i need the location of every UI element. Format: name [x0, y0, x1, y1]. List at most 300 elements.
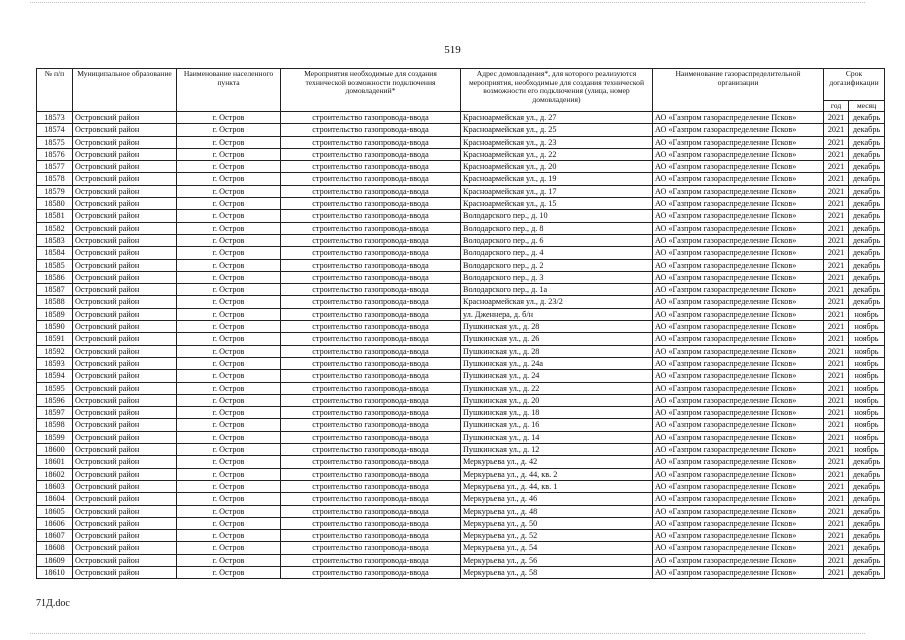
cell-num: 18601: [37, 456, 73, 468]
cell-municipality: Островский район: [73, 284, 177, 296]
cell-settlement: г. Остров: [177, 148, 281, 160]
cell-num: 18594: [37, 370, 73, 382]
table-row: [37, 185, 885, 197]
cell-measure: строительство газопровода-ввода: [281, 493, 461, 505]
cell-address: Володарского пер., д. 6: [461, 234, 653, 246]
cell-year: 2021: [824, 542, 849, 554]
cell-month: ноябрь: [849, 382, 885, 394]
table-row: [37, 198, 885, 210]
cell-organization: АО «Газпром газораспределение Псков»: [653, 382, 824, 394]
cell-organization: АО «Газпром газораспределение Псков»: [653, 161, 824, 173]
table-row: [37, 210, 885, 222]
cell-month: декабрь: [849, 505, 885, 517]
cell-num: 18598: [37, 419, 73, 431]
cell-year: 2021: [824, 296, 849, 308]
header-month: месяц: [849, 101, 885, 112]
cell-address: Пушкинская ул., д. 18: [461, 407, 653, 419]
cell-municipality: Островский район: [73, 468, 177, 480]
cell-year: 2021: [824, 345, 849, 357]
cell-municipality: Островский район: [73, 370, 177, 382]
header-municipality: Муниципальное образование: [73, 69, 177, 112]
cell-year: 2021: [824, 124, 849, 136]
cell-month: ноябрь: [849, 419, 885, 431]
table-row: [37, 468, 885, 480]
cell-num: 18583: [37, 234, 73, 246]
cell-measure: строительство газопровода-ввода: [281, 308, 461, 320]
header-term: Срок догазификации: [824, 69, 885, 101]
cell-num: 18582: [37, 222, 73, 234]
cell-settlement: г. Остров: [177, 419, 281, 431]
cell-organization: АО «Газпром газораспределение Псков»: [653, 148, 824, 160]
cell-num: 18581: [37, 210, 73, 222]
cell-measure: строительство газопровода-ввода: [281, 271, 461, 283]
table-row: [37, 308, 885, 320]
cell-measure: строительство газопровода-ввода: [281, 259, 461, 271]
cell-address: Пушкинская ул., д. 28: [461, 321, 653, 333]
cell-num: 18586: [37, 271, 73, 283]
cell-num: 18607: [37, 530, 73, 542]
cell-year: 2021: [824, 136, 849, 148]
cell-organization: АО «Газпром газораспределение Псков»: [653, 321, 824, 333]
cell-municipality: Островский район: [73, 382, 177, 394]
cell-month: декабрь: [849, 566, 885, 578]
cell-num: 18604: [37, 493, 73, 505]
cell-address: Меркурьева ул., д. 50: [461, 517, 653, 529]
cell-year: 2021: [824, 419, 849, 431]
cell-month: декабрь: [849, 148, 885, 160]
cell-month: декабрь: [849, 112, 885, 124]
table-row: [37, 554, 885, 566]
cell-municipality: Островский район: [73, 198, 177, 210]
cell-num: 18573: [37, 112, 73, 124]
cell-measure: строительство газопровода-ввода: [281, 148, 461, 160]
cell-settlement: г. Остров: [177, 566, 281, 578]
cell-settlement: г. Остров: [177, 517, 281, 529]
header-year: год: [824, 101, 849, 112]
cell-organization: АО «Газпром газораспределение Псков»: [653, 468, 824, 480]
cell-month: декабрь: [849, 296, 885, 308]
cell-settlement: г. Остров: [177, 382, 281, 394]
cell-measure: строительство газопровода-ввода: [281, 210, 461, 222]
cell-month: ноябрь: [849, 431, 885, 443]
cell-num: 18590: [37, 321, 73, 333]
cell-organization: АО «Газпром газораспределение Псков»: [653, 345, 824, 357]
cell-address: Пушкинская ул., д. 20: [461, 394, 653, 406]
table-row: [37, 284, 885, 296]
cell-month: ноябрь: [849, 444, 885, 456]
cell-organization: АО «Газпром газораспределение Псков»: [653, 284, 824, 296]
cell-address: Красноармейская ул., д. 25: [461, 124, 653, 136]
cell-settlement: г. Остров: [177, 112, 281, 124]
cell-settlement: г. Остров: [177, 210, 281, 222]
cell-municipality: Островский район: [73, 333, 177, 345]
cell-year: 2021: [824, 271, 849, 283]
cell-settlement: г. Остров: [177, 394, 281, 406]
cell-year: 2021: [824, 222, 849, 234]
cell-settlement: г. Остров: [177, 333, 281, 345]
cell-num: 18602: [37, 468, 73, 480]
cell-settlement: г. Остров: [177, 185, 281, 197]
table-row: [37, 505, 885, 517]
cell-settlement: г. Остров: [177, 124, 281, 136]
cell-settlement: г. Остров: [177, 161, 281, 173]
cell-month: ноябрь: [849, 308, 885, 320]
cell-settlement: г. Остров: [177, 480, 281, 492]
cell-measure: строительство газопровода-ввода: [281, 124, 461, 136]
table-row: [37, 148, 885, 160]
cell-address: Красноармейская ул., д. 19: [461, 173, 653, 185]
cell-num: 18599: [37, 431, 73, 443]
cell-organization: АО «Газпром газораспределение Псков»: [653, 456, 824, 468]
cell-year: 2021: [824, 198, 849, 210]
cell-measure: строительство газопровода-ввода: [281, 468, 461, 480]
cell-settlement: г. Остров: [177, 296, 281, 308]
cell-address: Меркурьева ул., д. 42: [461, 456, 653, 468]
cell-year: 2021: [824, 161, 849, 173]
table-row: [37, 173, 885, 185]
cell-year: 2021: [824, 148, 849, 160]
cell-address: Меркурьева ул., д. 52: [461, 530, 653, 542]
cell-month: декабрь: [849, 530, 885, 542]
cell-municipality: Островский район: [73, 148, 177, 160]
cell-month: декабрь: [849, 210, 885, 222]
cell-municipality: Островский район: [73, 271, 177, 283]
cell-month: ноябрь: [849, 357, 885, 369]
cell-measure: строительство газопровода-ввода: [281, 234, 461, 246]
cell-settlement: г. Остров: [177, 284, 281, 296]
cell-measure: строительство газопровода-ввода: [281, 345, 461, 357]
cell-num: 18609: [37, 554, 73, 566]
cell-municipality: Островский район: [73, 517, 177, 529]
cell-month: декабрь: [849, 234, 885, 246]
cell-address: Меркурьева ул., д. 58: [461, 566, 653, 578]
cell-municipality: Островский район: [73, 480, 177, 492]
cell-address: Красноармейская ул., д. 17: [461, 185, 653, 197]
cell-organization: АО «Газпром газораспределение Псков»: [653, 173, 824, 185]
cell-measure: строительство газопровода-ввода: [281, 566, 461, 578]
cell-month: декабрь: [849, 542, 885, 554]
cell-month: декабрь: [849, 517, 885, 529]
cell-measure: строительство газопровода-ввода: [281, 480, 461, 492]
cell-measure: строительство газопровода-ввода: [281, 136, 461, 148]
cell-organization: АО «Газпром газораспределение Псков»: [653, 554, 824, 566]
header-settlement: Наименование населенного пункта: [177, 69, 281, 112]
cell-measure: строительство газопровода-ввода: [281, 333, 461, 345]
cell-measure: строительство газопровода-ввода: [281, 198, 461, 210]
cell-month: ноябрь: [849, 394, 885, 406]
cell-organization: АО «Газпром газораспределение Псков»: [653, 271, 824, 283]
cell-address: Володарского пер., д. 8: [461, 222, 653, 234]
cell-year: 2021: [824, 284, 849, 296]
table-row: [37, 530, 885, 542]
header-num: № п/п: [37, 69, 73, 112]
cell-month: ноябрь: [849, 333, 885, 345]
cell-num: 18593: [37, 357, 73, 369]
cell-month: ноябрь: [849, 370, 885, 382]
cell-year: 2021: [824, 321, 849, 333]
cell-measure: строительство газопровода-ввода: [281, 382, 461, 394]
table-row: [37, 271, 885, 283]
cell-organization: АО «Газпром газораспределение Псков»: [653, 566, 824, 578]
cell-organization: АО «Газпром газораспределение Псков»: [653, 259, 824, 271]
table-row: [37, 333, 885, 345]
cell-address: Володарского пер., д. 4: [461, 247, 653, 259]
cell-municipality: Островский район: [73, 234, 177, 246]
cell-address: Меркурьева ул., д. 44, кв. 2: [461, 468, 653, 480]
cell-num: 18591: [37, 333, 73, 345]
cell-measure: строительство газопровода-ввода: [281, 554, 461, 566]
table-row: [37, 566, 885, 578]
cell-address: Володарского пер., д. 2: [461, 259, 653, 271]
cell-settlement: г. Остров: [177, 505, 281, 517]
cell-year: 2021: [824, 308, 849, 320]
cell-organization: АО «Газпром газораспределение Псков»: [653, 210, 824, 222]
cell-municipality: Островский район: [73, 542, 177, 554]
cell-month: декабрь: [849, 284, 885, 296]
cell-num: 18610: [37, 566, 73, 578]
cell-address: Пушкинская ул., д. 28: [461, 345, 653, 357]
cell-settlement: г. Остров: [177, 407, 281, 419]
cell-settlement: г. Остров: [177, 173, 281, 185]
cell-measure: строительство газопровода-ввода: [281, 370, 461, 382]
cell-settlement: г. Остров: [177, 247, 281, 259]
cell-address: ул. Дженнера, д. б/н: [461, 308, 653, 320]
cell-address: Пушкинская ул., д. 22: [461, 382, 653, 394]
cell-year: 2021: [824, 210, 849, 222]
cell-municipality: Островский район: [73, 394, 177, 406]
cell-measure: строительство газопровода-ввода: [281, 112, 461, 124]
cell-organization: АО «Газпром газораспределение Псков»: [653, 370, 824, 382]
cell-municipality: Островский район: [73, 566, 177, 578]
cell-organization: АО «Газпром газораспределение Псков»: [653, 296, 824, 308]
table-row: [37, 357, 885, 369]
cell-organization: АО «Газпром газораспределение Псков»: [653, 112, 824, 124]
cell-address: Меркурьева ул., д. 48: [461, 505, 653, 517]
cell-municipality: Островский район: [73, 161, 177, 173]
cell-year: 2021: [824, 357, 849, 369]
table-row: [37, 407, 885, 419]
cell-measure: строительство газопровода-ввода: [281, 530, 461, 542]
cell-year: 2021: [824, 234, 849, 246]
cell-settlement: г. Остров: [177, 554, 281, 566]
table-body: [37, 112, 885, 579]
cell-month: декабрь: [849, 136, 885, 148]
cell-num: 18608: [37, 542, 73, 554]
cell-month: декабрь: [849, 185, 885, 197]
cell-year: 2021: [824, 394, 849, 406]
table-row: [37, 394, 885, 406]
cell-address: Меркурьева ул., д. 54: [461, 542, 653, 554]
cell-measure: строительство газопровода-ввода: [281, 357, 461, 369]
cell-organization: АО «Газпром газораспределение Псков»: [653, 542, 824, 554]
cell-municipality: Островский район: [73, 493, 177, 505]
cell-municipality: Островский район: [73, 296, 177, 308]
cell-municipality: Островский район: [73, 554, 177, 566]
cell-num: 18603: [37, 480, 73, 492]
cell-month: декабрь: [849, 173, 885, 185]
cell-organization: АО «Газпром газораспределение Псков»: [653, 357, 824, 369]
cell-num: 18575: [37, 136, 73, 148]
cell-year: 2021: [824, 566, 849, 578]
cell-organization: АО «Газпром газораспределение Псков»: [653, 394, 824, 406]
table-row: [37, 370, 885, 382]
cell-settlement: г. Остров: [177, 321, 281, 333]
cell-organization: АО «Газпром газораспределение Псков»: [653, 247, 824, 259]
cell-settlement: г. Остров: [177, 345, 281, 357]
table-row: [37, 234, 885, 246]
cell-organization: АО «Газпром газораспределение Псков»: [653, 234, 824, 246]
table-row: [37, 112, 885, 124]
cell-measure: строительство газопровода-ввода: [281, 394, 461, 406]
cell-measure: строительство газопровода-ввода: [281, 247, 461, 259]
cell-num: 18589: [37, 308, 73, 320]
cell-settlement: г. Остров: [177, 468, 281, 480]
cell-measure: строительство газопровода-ввода: [281, 222, 461, 234]
cell-settlement: г. Остров: [177, 456, 281, 468]
cell-municipality: Островский район: [73, 136, 177, 148]
cell-num: 18579: [37, 185, 73, 197]
cell-address: Володарского пер., д. 1а: [461, 284, 653, 296]
cell-year: 2021: [824, 112, 849, 124]
cell-municipality: Островский район: [73, 345, 177, 357]
cell-organization: АО «Газпром газораспределение Псков»: [653, 419, 824, 431]
cell-address: Пушкинская ул., д. 12: [461, 444, 653, 456]
cell-measure: строительство газопровода-ввода: [281, 456, 461, 468]
cell-num: 18595: [37, 382, 73, 394]
table-row: [37, 161, 885, 173]
cell-settlement: г. Остров: [177, 431, 281, 443]
cell-address: Красноармейская ул., д. 27: [461, 112, 653, 124]
cell-municipality: Островский район: [73, 505, 177, 517]
cell-measure: строительство газопровода-ввода: [281, 161, 461, 173]
cell-organization: АО «Газпром газораспределение Псков»: [653, 505, 824, 517]
cell-settlement: г. Остров: [177, 444, 281, 456]
table-row: [37, 493, 885, 505]
cell-year: 2021: [824, 517, 849, 529]
cell-year: 2021: [824, 554, 849, 566]
cell-measure: строительство газопровода-ввода: [281, 517, 461, 529]
cell-num: 18600: [37, 444, 73, 456]
cell-address: Пушкинская ул., д. 16: [461, 419, 653, 431]
cell-organization: АО «Газпром газораспределение Псков»: [653, 198, 824, 210]
cell-year: 2021: [824, 173, 849, 185]
cell-year: 2021: [824, 370, 849, 382]
table-row: [37, 259, 885, 271]
table-row: [37, 296, 885, 308]
table-row: [37, 382, 885, 394]
cell-year: 2021: [824, 247, 849, 259]
cell-settlement: г. Остров: [177, 271, 281, 283]
cell-num: 18587: [37, 284, 73, 296]
table-row: [37, 247, 885, 259]
cell-year: 2021: [824, 185, 849, 197]
cell-municipality: Островский район: [73, 124, 177, 136]
cell-measure: строительство газопровода-ввода: [281, 444, 461, 456]
cell-measure: строительство газопровода-ввода: [281, 431, 461, 443]
cell-num: 18605: [37, 505, 73, 517]
cell-year: 2021: [824, 493, 849, 505]
cell-municipality: Островский район: [73, 530, 177, 542]
cell-address: Красноармейская ул., д. 22: [461, 148, 653, 160]
cell-organization: АО «Газпром газораспределение Псков»: [653, 480, 824, 492]
cell-year: 2021: [824, 468, 849, 480]
cell-measure: строительство газопровода-ввода: [281, 419, 461, 431]
table-row: [37, 321, 885, 333]
cell-address: Пушкинская ул., д. 26: [461, 333, 653, 345]
cell-num: 18597: [37, 407, 73, 419]
cell-settlement: г. Остров: [177, 357, 281, 369]
cell-month: декабрь: [849, 259, 885, 271]
cell-organization: АО «Газпром газораспределение Псков»: [653, 444, 824, 456]
cell-month: ноябрь: [849, 345, 885, 357]
cell-municipality: Островский район: [73, 185, 177, 197]
cell-year: 2021: [824, 444, 849, 456]
cell-settlement: г. Остров: [177, 370, 281, 382]
cell-month: декабрь: [849, 161, 885, 173]
table-row: [37, 456, 885, 468]
cell-organization: АО «Газпром газораспределение Псков»: [653, 333, 824, 345]
cell-municipality: Островский район: [73, 210, 177, 222]
cell-settlement: г. Остров: [177, 542, 281, 554]
cell-address: Пушкинская ул., д. 14: [461, 431, 653, 443]
cell-num: 18606: [37, 517, 73, 529]
cell-num: 18585: [37, 259, 73, 271]
cell-measure: строительство газопровода-ввода: [281, 185, 461, 197]
cell-year: 2021: [824, 407, 849, 419]
cell-address: Меркурьева ул., д. 44, кв. 1: [461, 480, 653, 492]
cell-municipality: Островский район: [73, 456, 177, 468]
cell-settlement: г. Остров: [177, 136, 281, 148]
cell-organization: АО «Газпром газораспределение Псков»: [653, 517, 824, 529]
cell-num: 18584: [37, 247, 73, 259]
cell-year: 2021: [824, 456, 849, 468]
cell-month: декабрь: [849, 480, 885, 492]
gasification-table: [36, 68, 885, 579]
cell-measure: строительство газопровода-ввода: [281, 296, 461, 308]
cell-municipality: Островский район: [73, 419, 177, 431]
cell-organization: АО «Газпром газораспределение Псков»: [653, 308, 824, 320]
cell-measure: строительство газопровода-ввода: [281, 505, 461, 517]
scan-edge-bottom: [30, 633, 865, 634]
cell-month: декабрь: [849, 222, 885, 234]
table-row: [37, 345, 885, 357]
table-row: [37, 444, 885, 456]
cell-measure: строительство газопровода-ввода: [281, 173, 461, 185]
cell-month: ноябрь: [849, 407, 885, 419]
cell-municipality: Островский район: [73, 321, 177, 333]
header-measures: Мероприятия необходимые для создания технической возможности подключения домовладений*: [281, 69, 461, 112]
page-number: 519: [444, 44, 461, 56]
cell-address: Красноармейская ул., д. 23: [461, 136, 653, 148]
cell-organization: АО «Газпром газораспределение Псков»: [653, 124, 824, 136]
cell-measure: строительство газопровода-ввода: [281, 407, 461, 419]
table-row: [37, 480, 885, 492]
table-row: [37, 517, 885, 529]
cell-settlement: г. Остров: [177, 259, 281, 271]
cell-settlement: г. Остров: [177, 530, 281, 542]
cell-year: 2021: [824, 333, 849, 345]
cell-month: декабрь: [849, 468, 885, 480]
cell-settlement: г. Остров: [177, 493, 281, 505]
cell-organization: АО «Газпром газораспределение Псков»: [653, 407, 824, 419]
cell-measure: строительство газопровода-ввода: [281, 542, 461, 554]
cell-month: декабрь: [849, 554, 885, 566]
cell-month: декабрь: [849, 456, 885, 468]
cell-measure: строительство газопровода-ввода: [281, 321, 461, 333]
table-row: [37, 222, 885, 234]
cell-municipality: Островский район: [73, 247, 177, 259]
cell-address: Красноармейская ул., д. 15: [461, 198, 653, 210]
